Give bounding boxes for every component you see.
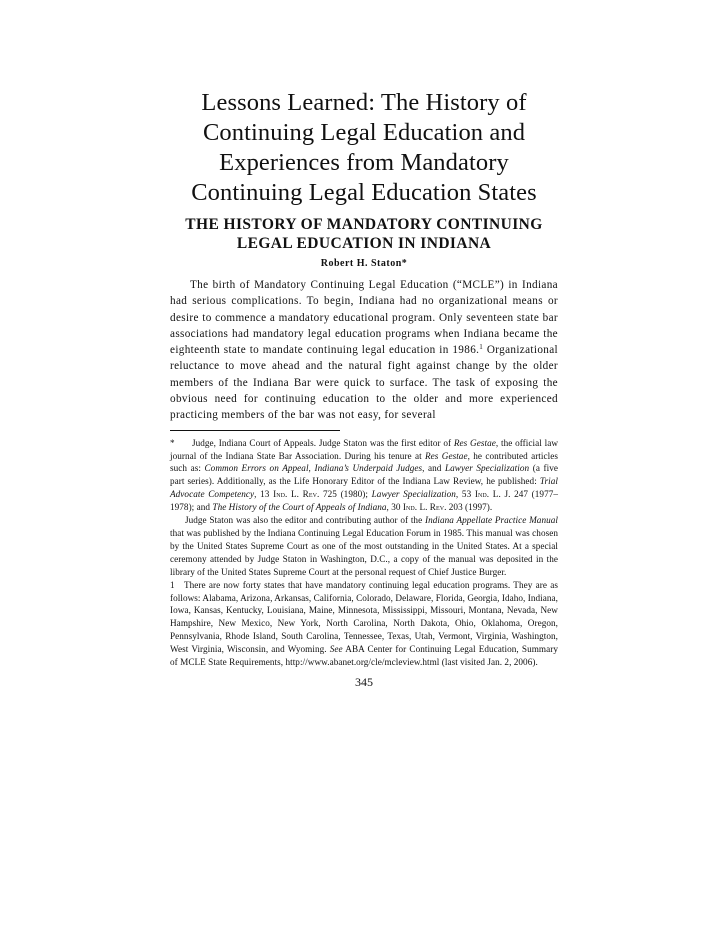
author-name: Robert H. Staton* <box>320 258 408 269</box>
footnote-1: 1 There are now forty states that have mandatory continuing legal education programs. They are as follows: Alabama, Arizona, Arkansas, California, Colorado, Delaware, Florida, Georgia, Idaho, Indiana, Iowa, Kansas, Kentucky, Louisiana, Maine, Minnesota, Mississippi, Missouri, Montana, Nevada, New Hampshire, New Mexico, New York, North Carolina, North Dakota, Ohio, Oklahoma, Oregon, Pennsylvania, Rhode Island, South Carolina, Tennessee, Texas, Utah, Vermont, Virginia, Washington, West Virginia, Wisconsin, and Wyoming. See ABA Center for Continuing Legal Education, Summary of MCLE State Requirements, http://www.abanet.org/cle/mcleview.html (last visited Jan. 2, 2006). <box>170 579 558 668</box>
main-title: Lessons Learned: The History of Continuing Legal Education and Experiences from Mandatory Continuing Legal Education States <box>191 89 537 206</box>
footnote-1-mark: 1 <box>170 579 175 590</box>
footnote-author: * Judge, Indiana Court of Appeals. Judge Staton was the first editor of Res Gestae, the official law journal of the Indiana State Bar Association. During his tenure at Res Gestae, he contributed articles such as: Common Errors on Appeal, Indiana’s Underpaid Judges, and Lawyer Specialization (a five part series). Additionally, as the Life Honorary Editor of the Indiana Law Review, he published: Trial Advocate Competency, 13 Ind. L. Rev. 725 (1980); Lawyer Specialization, 53 Ind. L. J. 247 (1977–1978); and The History of the Court of Appeals of Indiana, 30 Ind. L. Rev. 203 (1997). <box>170 437 559 513</box>
body-paragraph <box>170 277 558 424</box>
body-text-part-1: The birth of Mandatory Continuing Legal Education (“MCLE”) in Indiana had serious complications. To begin, Indiana had no organizational means or desire to commence a mandatory educational program. Only seventeen state bar associations had mandatory legal education programs when Indiana became the eighteenth state to mandate continuing legal education in 1986. <box>170 279 558 357</box>
footnote-ref-1[interactable]: 1 <box>479 343 484 352</box>
page-content <box>170 88 558 690</box>
page-number: 345 <box>355 674 373 689</box>
body-text-part-2: Organizational reluctance to move ahead and the natural fight against change by the older members of the Indiana Bar were quick to surface. The task of exposing the obvious need for continuing education to the older and more experienced practicing members of the bar was not easy, for several <box>170 344 559 422</box>
footnote-divider <box>170 430 340 431</box>
footnote-author-continued: Judge Staton was also the editor and contributing author of the Indiana Appellate Practice Manual that was published by the Indiana Continuing Legal Education Forum in 1985. This manual was chosen by the United States Supreme Court as one of the most outstanding in the United States. At a special ceremony attended by Judge Staton in Washington, D.C., a copy of the manual was deposited in the library of the United States Supreme Court at the personal request of Chief Justice Burger. <box>170 515 558 577</box>
footnote-star-mark: * <box>170 437 175 448</box>
section-title: THE HISTORY OF MANDATORY CONTINUING LEGAL EDUCATION IN INDIANA <box>185 216 543 252</box>
